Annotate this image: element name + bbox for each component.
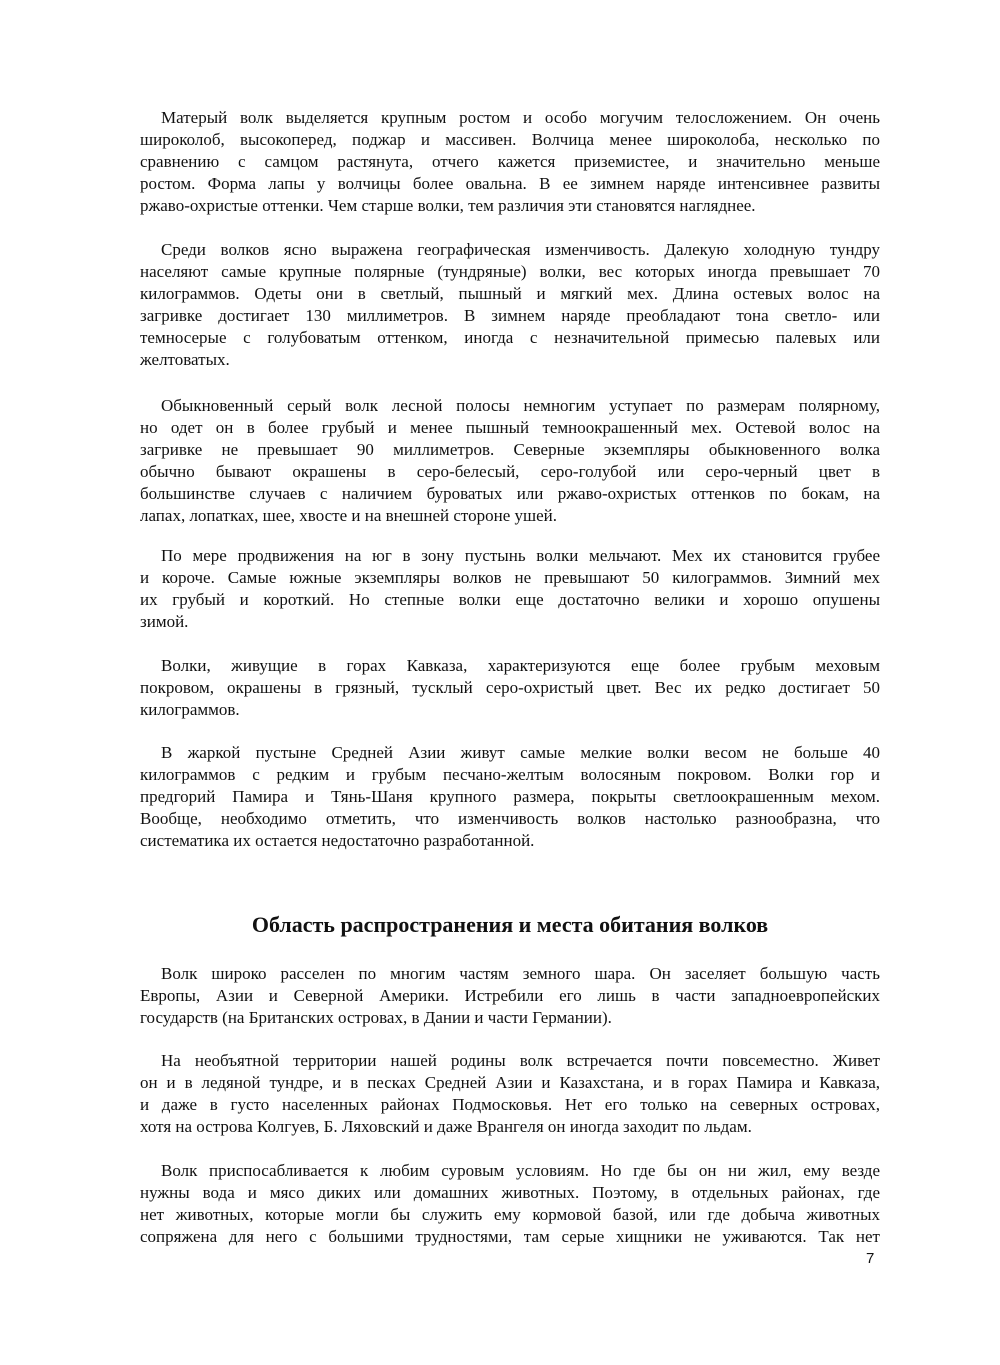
text-line: Матерый волк выделяется крупным ростом и особо могучим телосложением. Он очень	[161, 108, 880, 127]
text-line: килограммов. Одеты они в светлый, пышный и мягкий мех. Длина остевых волос на	[140, 284, 880, 303]
text-line: желтоватых.	[140, 350, 230, 369]
text-line: Волк приспосабливается к любим суровым условиям. Но где бы он ни жил, ему везде	[161, 1161, 880, 1180]
text-line: государств (на Британских островах, в Дании и части Германии).	[140, 1008, 612, 1027]
text-line: ростом. Форма лапы у волчицы более овальна. В ее зимнем наряде интенсивнее развиты	[140, 174, 880, 193]
text-line: Европы, Азии и Северной Америки. Истребили его лишь в части западноевропейских	[140, 986, 880, 1005]
text-line: килограммов с редким и грубым песчано-желтым волосяным покровом. Волки гор и	[140, 765, 880, 784]
text-line: и короче. Самые южные экземпляры волков не превышают 50 килограммов. Зимний мех	[140, 568, 880, 587]
text-line: широколоб, высокоперед, поджар и массивен. Волчица менее широколоба, несколько по	[140, 130, 880, 149]
text-line: но одет он в более грубый и менее пышный темноокрашенный мех. Остевой волос на	[140, 418, 880, 437]
text-line: систематика их остается недостаточно разработанной.	[140, 831, 535, 850]
page-number: 7	[866, 1250, 875, 1267]
text-line: Среди волков ясно выражена географическая изменчивость. Далекую холодную тундру	[161, 240, 880, 259]
paragraph	[140, 655, 880, 721]
text-line: сопряжена для него с большими трудностями, там серые хищники не уживаются. Так нет	[140, 1227, 880, 1246]
text-line: большинстве случаев с наличием буроватых или ржаво-охристых оттенков по бокам, на	[140, 484, 880, 503]
text-line: Обыкновенный серый волк лесной полосы немногим уступает по размерам полярному,	[161, 396, 880, 415]
paragraph	[140, 742, 880, 852]
text-line: Вообще, необходимо отметить, что изменчивость волков настолько разнообразна, что	[140, 809, 880, 828]
text-line: загривке достигает 130 миллиметров. В зимнем наряде преобладают тона светло- или	[140, 306, 880, 325]
paragraph	[140, 1160, 880, 1248]
text-line: их грубый и короткий. Но степные волки еще достаточно велики и хорошо опушены	[140, 590, 880, 609]
text-line: сравнению с самцом растянута, отчего кажется приземистее, и значительно меньше	[140, 152, 880, 171]
paragraph	[140, 545, 880, 633]
paragraph	[140, 395, 880, 527]
text-line: он и в ледяной тундре, и в песках Средней Азии и Казахстана, и в горах Памира и Кавказа,	[140, 1073, 880, 1092]
text-line: Волки, живущие в горах Кавказа, характеризуются еще более грубым меховым	[161, 656, 880, 675]
text-line: На необъятной территории нашей родины волк встречается почти повсеместно. Живет	[161, 1051, 880, 1070]
text-line: По мере продвижения на юг в зону пустынь волки мельчают. Мех их становится грубее	[161, 546, 880, 565]
paragraph	[140, 239, 880, 371]
text-line: Волк широко расселен по многим частям земного шара. Он заселяет большую часть	[161, 964, 880, 983]
text-line: населяют самые крупные полярные (тундряные) волки, вес которых иногда превышает 70	[140, 262, 880, 281]
text-line: темносерые с голубоватым оттенком, иногда с незначительной примесью палевых или	[140, 328, 880, 347]
paragraph	[140, 963, 880, 1029]
text-line: предгорий Памира и Тянь-Шаня крупного размера, покрыты светлоокрашенным мехом.	[140, 787, 880, 806]
text-line: лапах, лопатках, шее, хвосте и на внешней стороне ушей.	[140, 506, 558, 525]
paragraph	[140, 1050, 880, 1138]
text-line: обычно бывают окрашены в серо-белесый, серо-голубой или серо-черный цвет в	[140, 462, 880, 481]
text-line: В жаркой пустыне Средней Азии живут самые мелкие волки весом не больше 40	[161, 743, 880, 762]
paragraph	[140, 107, 880, 217]
text-line: загривке не превышает 90 миллиметров. Северные экземпляры обыкновенного волка	[140, 440, 880, 459]
text-line: хотя на острова Колгуев, Б. Ляховский и даже Врангеля он иногда заходит по льдам.	[140, 1117, 752, 1136]
text-line: ржаво-охристые оттенки. Чем старше волки, тем различия эти становятся нагляднее.	[140, 196, 756, 215]
text-line: зимой.	[140, 612, 189, 631]
text-line: нужны вода и мясо диких или домашних животных. Поэтому, в отдельных районах, где	[140, 1183, 880, 1202]
text-line: нет животных, которые могли бы служить ему кормовой базой, или где добыча животных	[140, 1205, 880, 1224]
section-heading: Область распространения и места обитания волков	[251, 912, 769, 937]
text-line: и даже в густо населенных районах Подмосковья. Нет его только на северных островах,	[140, 1095, 880, 1114]
text-line: килограммов.	[140, 700, 240, 719]
text-line: покровом, окрашены в грязный, тусклый серо-охристый цвет. Вес их редко достигает 50	[140, 678, 880, 697]
